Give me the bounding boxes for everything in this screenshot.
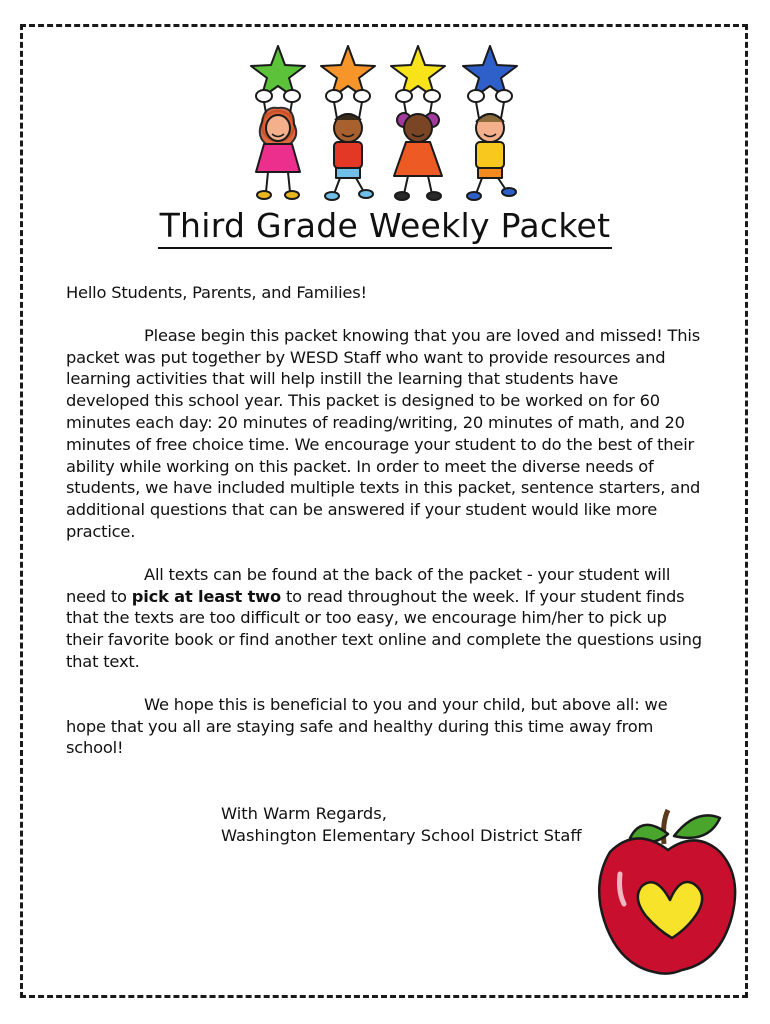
signature: Washington Elementary School District Staff [221, 826, 582, 845]
apple-icon [596, 804, 741, 976]
kids-holding-stars-illustration [238, 44, 538, 204]
paragraph-3: We hope this is beneficial to you and your child, but above all: we hope that you all are staying safe and healthy during this time away from school! [66, 694, 668, 758]
letter-body [66, 282, 706, 780]
page-title: Third Grade Weekly Packet [0, 206, 770, 245]
paragraph-2: All texts can be found at the back of the packet - your student will need to pick at least two to read throughout the week. If your student finds that the texts are too difficult or too easy, we encourage him/her to pick up their favorite book or find another text online and complete the questions using that text. [66, 564, 702, 671]
greeting: Hello Students, Parents, and Families! [66, 283, 367, 302]
emphasis-pick-at-least-two: pick at least two [131, 586, 281, 606]
paragraph-1: Please begin this packet knowing that you are loved and missed! This packet was put together by WESD Staff who want to provide resources and learning activities that will help instill the learning that students have developed this school year. This packet is designed to be worked on for 60 minutes each day: 20 minutes of reading/writing, 20 minutes of math, and 20 minutes of free choice time. We encourage your student to do the best of their ability while working on this packet. In order to meet the diverse needs of students, we have included multiple texts in this packet, sentence starters, and additional questions that can be answered if your student would like more practice. [66, 325, 701, 541]
signoff [221, 803, 582, 847]
closing: With Warm Regards, [221, 804, 387, 823]
